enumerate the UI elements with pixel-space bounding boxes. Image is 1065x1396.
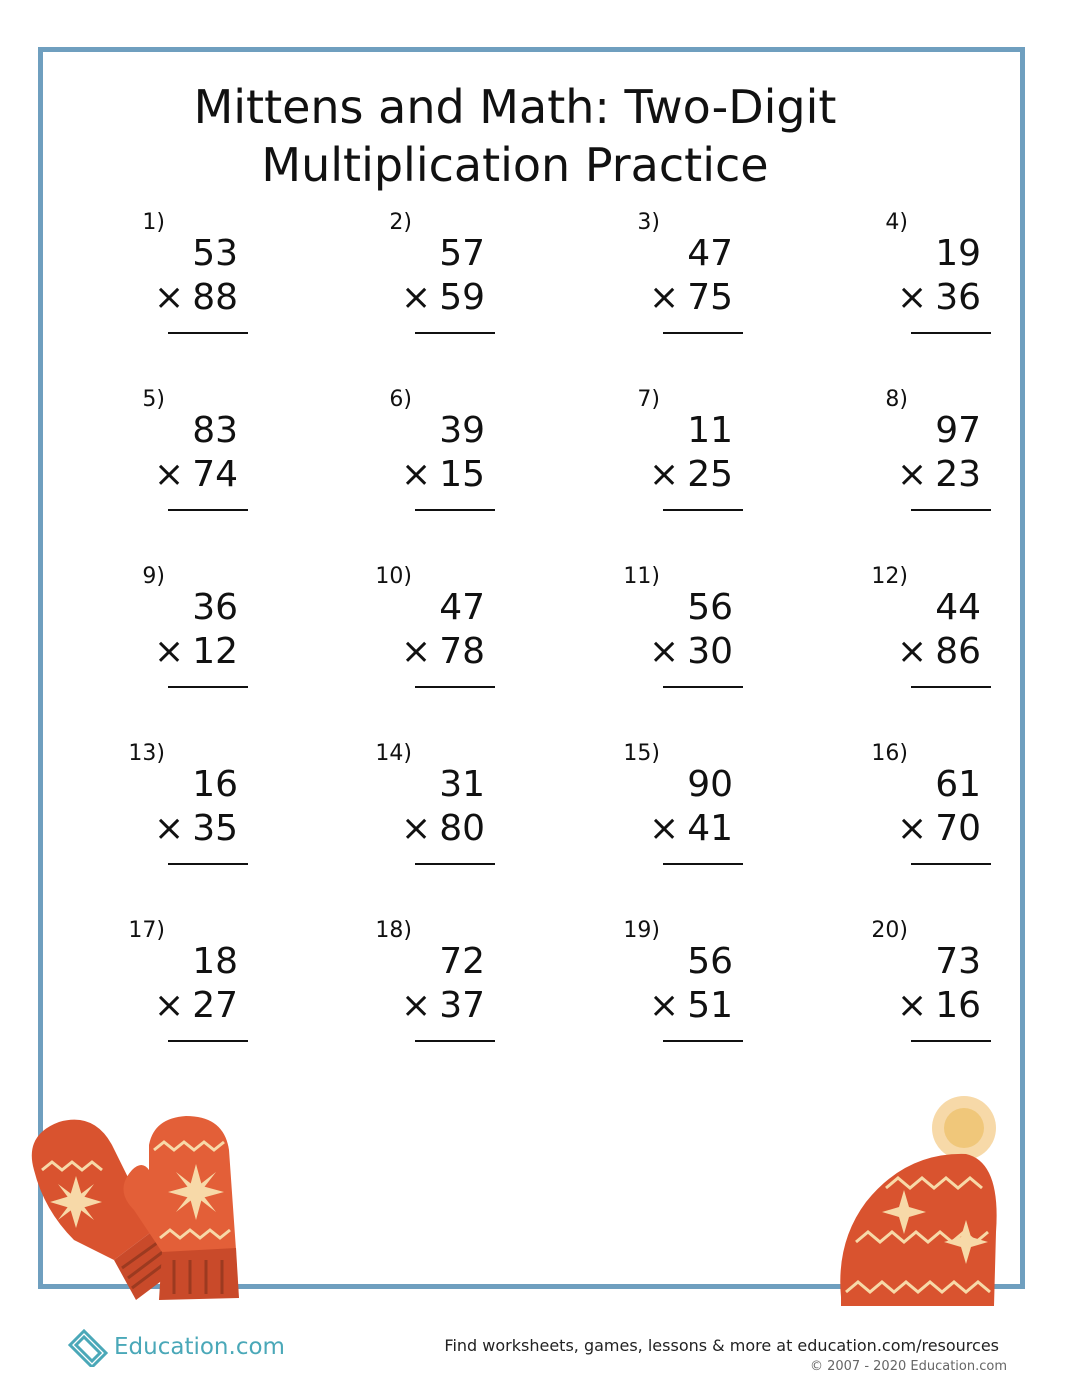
times-sign: × bbox=[649, 277, 680, 318]
multiplier-row bbox=[897, 276, 981, 320]
title-line-1: Mittens and Math: Two-Digit bbox=[193, 80, 837, 134]
multiplicand: 53 bbox=[192, 233, 238, 274]
multiplicand: 31 bbox=[439, 764, 485, 805]
multiplier: 15 bbox=[439, 454, 485, 495]
multiplier-row bbox=[649, 984, 733, 1028]
times-sign: × bbox=[401, 454, 432, 495]
problem-number: 11) bbox=[623, 564, 660, 589]
multiplier: 37 bbox=[439, 985, 485, 1026]
multiplier: 41 bbox=[687, 808, 733, 849]
problem-number: 2) bbox=[389, 210, 412, 235]
times-sign: × bbox=[154, 985, 185, 1026]
times-sign: × bbox=[401, 277, 432, 318]
multiplier: 75 bbox=[687, 277, 733, 318]
problem-12 bbox=[853, 564, 1013, 724]
multiplier-row bbox=[401, 984, 485, 1028]
problem-number: 10) bbox=[375, 564, 412, 589]
multiplier-row bbox=[649, 630, 733, 674]
multiplicand: 47 bbox=[687, 233, 733, 274]
footer-tagline[interactable]: Find worksheets, games, lessons & more at education.com/resources bbox=[444, 1336, 999, 1355]
problem-number: 13) bbox=[128, 741, 165, 766]
problem-number: 7) bbox=[637, 387, 660, 412]
multiplicand: 44 bbox=[935, 587, 981, 628]
multiplier-row bbox=[401, 807, 485, 851]
multiplicand: 56 bbox=[687, 587, 733, 628]
multiplier: 70 bbox=[935, 808, 981, 849]
answer-line[interactable] bbox=[663, 863, 743, 865]
answer-line[interactable] bbox=[415, 863, 495, 865]
answer-line[interactable] bbox=[911, 1040, 991, 1042]
problem-8 bbox=[853, 387, 1013, 547]
mittens-illustration bbox=[14, 1110, 246, 1310]
answer-line[interactable] bbox=[168, 686, 248, 688]
answer-line[interactable] bbox=[911, 863, 991, 865]
multiplicand: 83 bbox=[192, 410, 238, 451]
answer-line[interactable] bbox=[168, 332, 248, 334]
education-logo-icon bbox=[66, 1327, 110, 1367]
multiplicand: 56 bbox=[687, 941, 733, 982]
answer-line[interactable] bbox=[663, 509, 743, 511]
problem-1 bbox=[110, 210, 270, 370]
problem-number: 12) bbox=[871, 564, 908, 589]
times-sign: × bbox=[401, 808, 432, 849]
multiplier-row bbox=[154, 807, 238, 851]
times-sign: × bbox=[897, 454, 928, 495]
problem-19 bbox=[605, 918, 765, 1078]
problem-6 bbox=[357, 387, 517, 547]
multiplier: 36 bbox=[935, 277, 981, 318]
problem-number: 17) bbox=[128, 918, 165, 943]
problem-number: 16) bbox=[871, 741, 908, 766]
hat-illustration bbox=[836, 1092, 1006, 1306]
answer-line[interactable] bbox=[415, 1040, 495, 1042]
answer-line[interactable] bbox=[911, 686, 991, 688]
multiplier-row bbox=[649, 807, 733, 851]
multiplicand: 19 bbox=[935, 233, 981, 274]
copyright: © 2007 - 2020 Education.com bbox=[809, 1359, 1007, 1374]
brand-logo[interactable] bbox=[66, 1327, 285, 1367]
multiplier-row bbox=[897, 984, 981, 1028]
problem-20 bbox=[853, 918, 1013, 1078]
page-title bbox=[110, 78, 920, 194]
multiplier: 16 bbox=[935, 985, 981, 1026]
times-sign: × bbox=[649, 985, 680, 1026]
times-sign: × bbox=[401, 631, 432, 672]
problem-18 bbox=[357, 918, 517, 1078]
problem-number: 15) bbox=[623, 741, 660, 766]
multiplier: 27 bbox=[192, 985, 238, 1026]
multiplier: 35 bbox=[192, 808, 238, 849]
problem-number: 3) bbox=[637, 210, 660, 235]
answer-line[interactable] bbox=[168, 863, 248, 865]
problem-2 bbox=[357, 210, 517, 370]
answer-line[interactable] bbox=[663, 332, 743, 334]
answer-line[interactable] bbox=[168, 509, 248, 511]
multiplier: 30 bbox=[687, 631, 733, 672]
problem-16 bbox=[853, 741, 1013, 901]
multiplier: 78 bbox=[439, 631, 485, 672]
multiplier: 25 bbox=[687, 454, 733, 495]
multiplicand: 57 bbox=[439, 233, 485, 274]
problem-number: 4) bbox=[885, 210, 908, 235]
times-sign: × bbox=[154, 454, 185, 495]
times-sign: × bbox=[154, 808, 185, 849]
multiplier-row bbox=[401, 276, 485, 320]
multiplier-row bbox=[897, 630, 981, 674]
multiplicand: 16 bbox=[192, 764, 238, 805]
problem-number: 14) bbox=[375, 741, 412, 766]
times-sign: × bbox=[897, 985, 928, 1026]
winter-hat-icon bbox=[840, 1154, 996, 1306]
answer-line[interactable] bbox=[663, 686, 743, 688]
multiplier-row bbox=[649, 453, 733, 497]
multiplier-row bbox=[897, 453, 981, 497]
problem-3 bbox=[605, 210, 765, 370]
problem-17 bbox=[110, 918, 270, 1078]
problem-number: 19) bbox=[623, 918, 660, 943]
multiplier-row bbox=[401, 630, 485, 674]
times-sign: × bbox=[649, 808, 680, 849]
multiplicand: 47 bbox=[439, 587, 485, 628]
multiplier-row bbox=[401, 453, 485, 497]
brand-name: Education.com bbox=[114, 1334, 285, 1360]
times-sign: × bbox=[649, 631, 680, 672]
multiplier: 12 bbox=[192, 631, 238, 672]
problem-4 bbox=[853, 210, 1013, 370]
multiplier: 74 bbox=[192, 454, 238, 495]
answer-line[interactable] bbox=[168, 1040, 248, 1042]
answer-line[interactable] bbox=[415, 686, 495, 688]
multiplier: 86 bbox=[935, 631, 981, 672]
multiplicand: 90 bbox=[687, 764, 733, 805]
problem-11 bbox=[605, 564, 765, 724]
problem-7 bbox=[605, 387, 765, 547]
multiplier: 51 bbox=[687, 985, 733, 1026]
pompom-icon bbox=[932, 1096, 996, 1160]
problem-9 bbox=[110, 564, 270, 724]
times-sign: × bbox=[897, 631, 928, 672]
multiplicand: 97 bbox=[935, 410, 981, 451]
problem-number: 5) bbox=[142, 387, 165, 412]
multiplicand: 18 bbox=[192, 941, 238, 982]
multiplier-row bbox=[649, 276, 733, 320]
times-sign: × bbox=[154, 277, 185, 318]
problem-number: 18) bbox=[375, 918, 412, 943]
multiplier: 88 bbox=[192, 277, 238, 318]
times-sign: × bbox=[649, 454, 680, 495]
problem-number: 9) bbox=[142, 564, 165, 589]
multiplier-row bbox=[154, 984, 238, 1028]
multiplicand: 61 bbox=[935, 764, 981, 805]
problem-15 bbox=[605, 741, 765, 901]
multiplicand: 39 bbox=[439, 410, 485, 451]
multiplier-row bbox=[154, 630, 238, 674]
problem-10 bbox=[357, 564, 517, 724]
times-sign: × bbox=[897, 808, 928, 849]
problem-14 bbox=[357, 741, 517, 901]
multiplicand: 72 bbox=[439, 941, 485, 982]
times-sign: × bbox=[897, 277, 928, 318]
times-sign: × bbox=[154, 631, 185, 672]
answer-line[interactable] bbox=[415, 332, 495, 334]
answer-line[interactable] bbox=[415, 509, 495, 511]
problem-number: 8) bbox=[885, 387, 908, 412]
multiplicand: 36 bbox=[192, 587, 238, 628]
problem-number: 20) bbox=[871, 918, 908, 943]
problem-number: 1) bbox=[142, 210, 165, 235]
answer-line[interactable] bbox=[663, 1040, 743, 1042]
multiplier: 80 bbox=[439, 808, 485, 849]
problem-13 bbox=[110, 741, 270, 901]
times-sign: × bbox=[401, 985, 432, 1026]
problem-number: 6) bbox=[389, 387, 412, 412]
title-line-2: Multiplication Practice bbox=[261, 138, 769, 192]
answer-line[interactable] bbox=[911, 509, 991, 511]
multiplier-row bbox=[154, 276, 238, 320]
multiplier: 23 bbox=[935, 454, 981, 495]
answer-line[interactable] bbox=[911, 332, 991, 334]
multiplicand: 11 bbox=[687, 410, 733, 451]
multiplier-row bbox=[154, 453, 238, 497]
problem-5 bbox=[110, 387, 270, 547]
multiplicand: 73 bbox=[935, 941, 981, 982]
multiplier-row bbox=[897, 807, 981, 851]
multiplier: 59 bbox=[439, 277, 485, 318]
